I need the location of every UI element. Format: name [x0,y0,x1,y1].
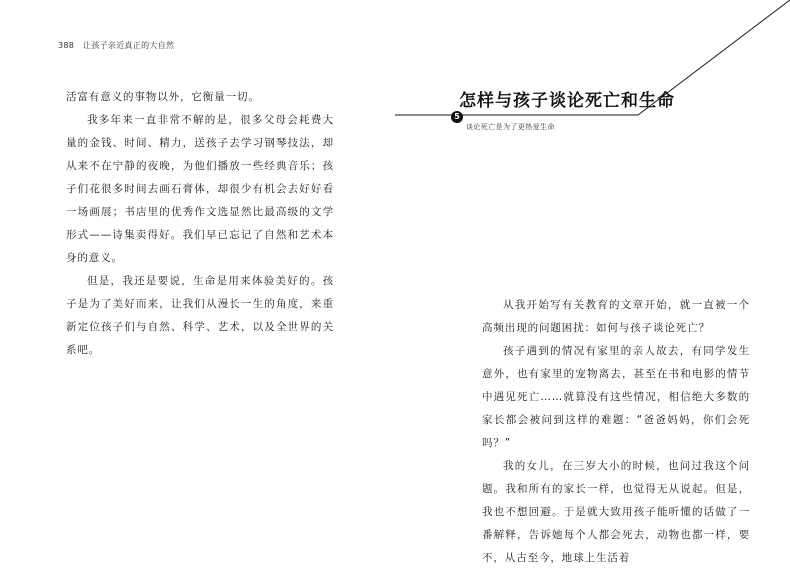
left-page [0,0,395,560]
chapter-title: 怎样与孩子谈论死亡和生命 [459,91,675,111]
paragraph: 但是，我还是要说，生命是用来体验美好的。孩子是为了美好而来，让我们从漫长一生的角度，来重新定位孩子们与自然、科学、艺术，以及全世界的关系吧。 [66,275,334,356]
right-body-text [482,294,750,570]
paragraph: 我多年来一直非常不解的是，很多父母会耗费大量的金钱、时间、精力，送孩子去学习钢琴技法，却从来不在宁静的夜晚，为他们播放一些经典音乐；孩子们花很多时间去画石膏体，却很少有机会去好好看一场画展；书店里的优秀作文选显然比最高级的文学形式——诗集卖得好。我们早已忘记了自然和艺术本身的意义。 [66,114,334,264]
chapter-number-badge: 5 [451,111,463,123]
book-title: 让孩子亲近真正的大自然 [83,41,175,50]
paragraph: 从我开始写有关教育的文章开始，就一直被一个高频出现的问题困扰：如何与孩子谈论死亡？ [482,299,750,334]
running-header [58,40,174,51]
left-body-text [66,86,334,362]
paragraph: 活富有意义的事物以外，它衡量一切。 [66,91,260,103]
paragraph: 我的女儿，在三岁大小的时候，也问过我这个问题。我和所有的家长一样，也觉得无从说起。但是，我也不想回避。于是就大致用孩子能听懂的话做了一番解释，告诉她每个人都会死去，动物也都一样，要不，从古至今，地球上生活着 [482,460,750,564]
page-number: 388 [58,41,75,50]
paragraph: 孩子遇到的情况有家里的亲人故去，有同学发生意外，也有家里的宠物离去，甚至在书和电影的情节中遇见死亡……就算没有这些情况，相信绝大多数的家长都会被问到这样的难题：“爸爸妈妈，你们会死吗？” [482,345,750,449]
chapter-subtitle: 谈论死亡是为了更热爱生命 [466,123,555,131]
right-page [395,0,790,564]
